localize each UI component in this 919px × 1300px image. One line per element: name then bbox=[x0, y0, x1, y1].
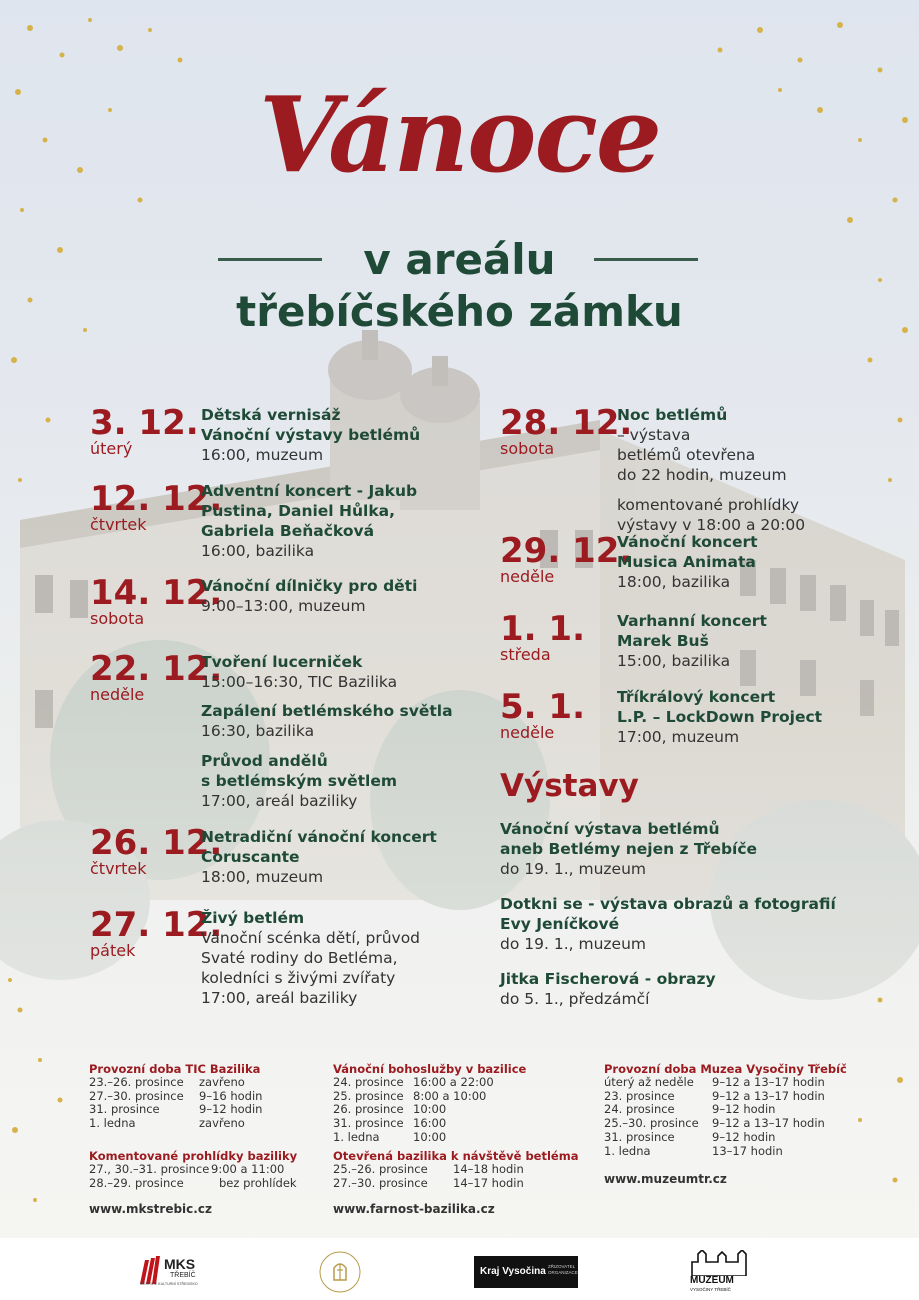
event-coruscante bbox=[201, 827, 501, 887]
event-details: betlémů otevřena do 22 hodin, muzeum bbox=[617, 446, 787, 484]
exhibition-item bbox=[500, 894, 900, 954]
event-workshop bbox=[201, 576, 501, 616]
event-advent-concert bbox=[201, 481, 501, 561]
event-day: čtvrtek bbox=[90, 515, 147, 534]
event-day: neděle bbox=[90, 685, 145, 704]
event-details: 16:00, bazilika bbox=[201, 542, 315, 560]
info-heading: Vánoční bohoslužby v bazilice bbox=[333, 1062, 527, 1076]
info-heading: Otevřená bazilika k návštěvě betléma bbox=[333, 1149, 579, 1163]
castle-icon bbox=[688, 1250, 752, 1276]
info-table: úterý až neděle 9–12 a 13–17 hodin 23. prosince 9–12 a 13–17 hodin 24. prosince 9–12 hodin 25.–30. prosince 9–12 a 13–17 hodin 31. prosince 9–12 hodin 1. ledna 13–17 hodin bbox=[604, 1075, 825, 1158]
event-details-2: komentované prohlídky výstavy v 18:00 a 20:00 bbox=[617, 496, 806, 534]
exhibition-details: do 5. 1., předzámčí bbox=[500, 990, 650, 1008]
event-nativity-night bbox=[617, 405, 917, 535]
kraj-vysocina-note: ZŘIZOVATEL ORGANIZACE bbox=[548, 1264, 578, 1275]
event-date: 1. 1. bbox=[500, 609, 585, 649]
link-mkstrebic[interactable]: www.mkstrebic.cz bbox=[89, 1202, 212, 1216]
muzeum-sub: VYSOČINY TŘEBÍČ bbox=[690, 1287, 731, 1292]
event-details: 18:00, bazilika bbox=[617, 573, 731, 591]
mks-logo bbox=[140, 1254, 220, 1290]
event-title: Vánoční koncert Musica Animata bbox=[617, 533, 758, 571]
event-details: 9:00–13:00, muzeum bbox=[201, 597, 366, 615]
footer-logos-bar bbox=[0, 1238, 919, 1300]
event-date: 3. 12. bbox=[90, 403, 199, 443]
event-details: 18:00, muzeum bbox=[201, 868, 324, 886]
exhibition-item bbox=[500, 969, 900, 1009]
info-basilica-open bbox=[333, 1149, 578, 1190]
mks-sub: MĚSTSKÉ KULTURNÍ STŘEDISKO bbox=[140, 1282, 198, 1286]
event-date: 27. 12. bbox=[90, 905, 223, 945]
page-title: Vánoce bbox=[258, 73, 660, 196]
exhibition-details: do 19. 1., muzeum bbox=[500, 935, 646, 953]
event-details: 17:00, muzeum bbox=[617, 728, 740, 746]
mks-logo-mark-icon bbox=[140, 1256, 160, 1284]
event-day: pátek bbox=[90, 941, 136, 960]
info-services bbox=[333, 1062, 526, 1145]
exhibition-title: Dotkni se - výstava obrazů a fotografií Evy Jeníčkové bbox=[500, 895, 836, 933]
event-dvernisaz bbox=[201, 405, 501, 465]
event-date: 29. 12. bbox=[500, 531, 633, 571]
event-title: Živý betlém bbox=[201, 909, 305, 927]
event-details: 15:00, bazilika bbox=[617, 652, 731, 670]
exhibition-details: do 19. 1., muzeum bbox=[500, 860, 646, 878]
info-heading: Provozní doba TIC Bazilika bbox=[89, 1062, 261, 1076]
event-organ-concert bbox=[617, 611, 917, 671]
kraj-vysocina-logo bbox=[474, 1256, 578, 1288]
event-day: neděle bbox=[500, 723, 555, 742]
event-day: úterý bbox=[90, 439, 133, 458]
event-details: 17:00, areál baziliky bbox=[201, 792, 358, 810]
event-day: čtvrtek bbox=[90, 859, 147, 878]
info-table: 27., 30.–31. prosince 9:00 a 11:00 28.–29. prosince bez prohlídek bbox=[89, 1162, 297, 1190]
event-date: 22. 12. bbox=[90, 649, 223, 689]
muzeum-logo bbox=[688, 1250, 752, 1294]
event-details: 16:30, bazilika bbox=[201, 722, 315, 740]
event-angels bbox=[201, 751, 501, 811]
event-details: Vánoční scénka dětí, průvod Svaté rodiny do Betléma, koledníci s živými zvířaty 17:00, areál baziliky bbox=[201, 929, 421, 1007]
event-title: Noc betlémů – výstava bbox=[617, 406, 728, 444]
event-title: Tvoření lucerniček bbox=[201, 653, 363, 671]
info-heading: Komentované prohlídky baziliky bbox=[89, 1149, 298, 1163]
event-title: Dětská vernisáž Vánoční výstavy betlémů bbox=[201, 406, 421, 444]
event-day: sobota bbox=[500, 439, 555, 458]
event-title: Zapálení betlémského světla bbox=[201, 702, 453, 720]
exhibition-item bbox=[500, 819, 900, 879]
info-table: 24. prosince 16:00 a 22:00 25. prosince 8:00 a 10:00 26. prosince 10:00 31. prosince 16:00 1. ledna 10:00 bbox=[333, 1075, 494, 1144]
event-day: středa bbox=[500, 645, 551, 664]
event-title: Tříkrálový koncert L.P. – LockDown Project bbox=[617, 688, 823, 726]
event-date: 26. 12. bbox=[90, 823, 223, 863]
exhibition-title: Jitka Fischerová - obrazy bbox=[500, 970, 716, 988]
event-day: neděle bbox=[500, 567, 555, 586]
info-table: 23.–26. prosince zavřeno 27.–30. prosince 9–16 hodin 31. prosince 9–12 hodin 1. ledna zavřeno bbox=[89, 1075, 263, 1131]
event-title: Průvod andělů s betlémským světlem bbox=[201, 752, 398, 790]
event-title: Adventní koncert - Jakub Pustina, Daniel Hůlka, Gabriela Beňačková bbox=[201, 482, 418, 540]
info-tic-hours bbox=[89, 1062, 262, 1131]
parish-logo-icon bbox=[318, 1250, 362, 1294]
event-light bbox=[201, 701, 501, 741]
event-details: 15:00–16:30, TIC Bazilika bbox=[201, 673, 398, 691]
muzeum-text: MUZEUM bbox=[690, 1275, 734, 1286]
event-title: Varhanní koncert Marek Buš bbox=[617, 612, 767, 650]
exhibitions-heading: Výstavy bbox=[500, 768, 639, 804]
event-living-nativity bbox=[201, 908, 501, 1008]
event-three-kings bbox=[617, 687, 917, 747]
event-title: Netradiční vánoční koncert Coruscante bbox=[201, 828, 437, 866]
info-table: 25.–26. prosince 14–18 hodin 27.–30. prosince 14–17 hodin bbox=[333, 1162, 524, 1190]
mks-name: MKS bbox=[164, 1256, 196, 1272]
link-muzeumtr[interactable]: www.muzeumtr.cz bbox=[604, 1172, 727, 1186]
event-title: Vánoční dílničky pro děti bbox=[201, 577, 418, 595]
info-museum-hours bbox=[604, 1062, 847, 1158]
event-date: 28. 12. bbox=[500, 403, 633, 443]
info-heading: Provozní doba Muzea Vysočiny Třebíč bbox=[604, 1062, 847, 1076]
event-lanterns bbox=[201, 652, 501, 692]
event-details: 16:00, muzeum bbox=[201, 446, 324, 464]
event-date: 5. 1. bbox=[500, 687, 585, 727]
event-date: 14. 12. bbox=[90, 573, 223, 613]
link-farnost[interactable]: www.farnost-bazilika.cz bbox=[333, 1202, 495, 1216]
page-subtitle-line1: v areálu bbox=[363, 235, 556, 284]
kraj-vysocina-text: Kraj Vysočina bbox=[480, 1266, 546, 1277]
exhibition-title: Vánoční výstava betlémů aneb Betlémy nejen z Třebíče bbox=[500, 820, 758, 858]
event-date: 12. 12. bbox=[90, 479, 223, 519]
event-day: sobota bbox=[90, 609, 145, 628]
mks-city: TŘEBÍČ bbox=[170, 1272, 196, 1279]
event-musica-animata bbox=[617, 532, 917, 592]
info-tours bbox=[89, 1149, 297, 1190]
page-subtitle-line2: třebíčského zámku bbox=[236, 287, 683, 336]
